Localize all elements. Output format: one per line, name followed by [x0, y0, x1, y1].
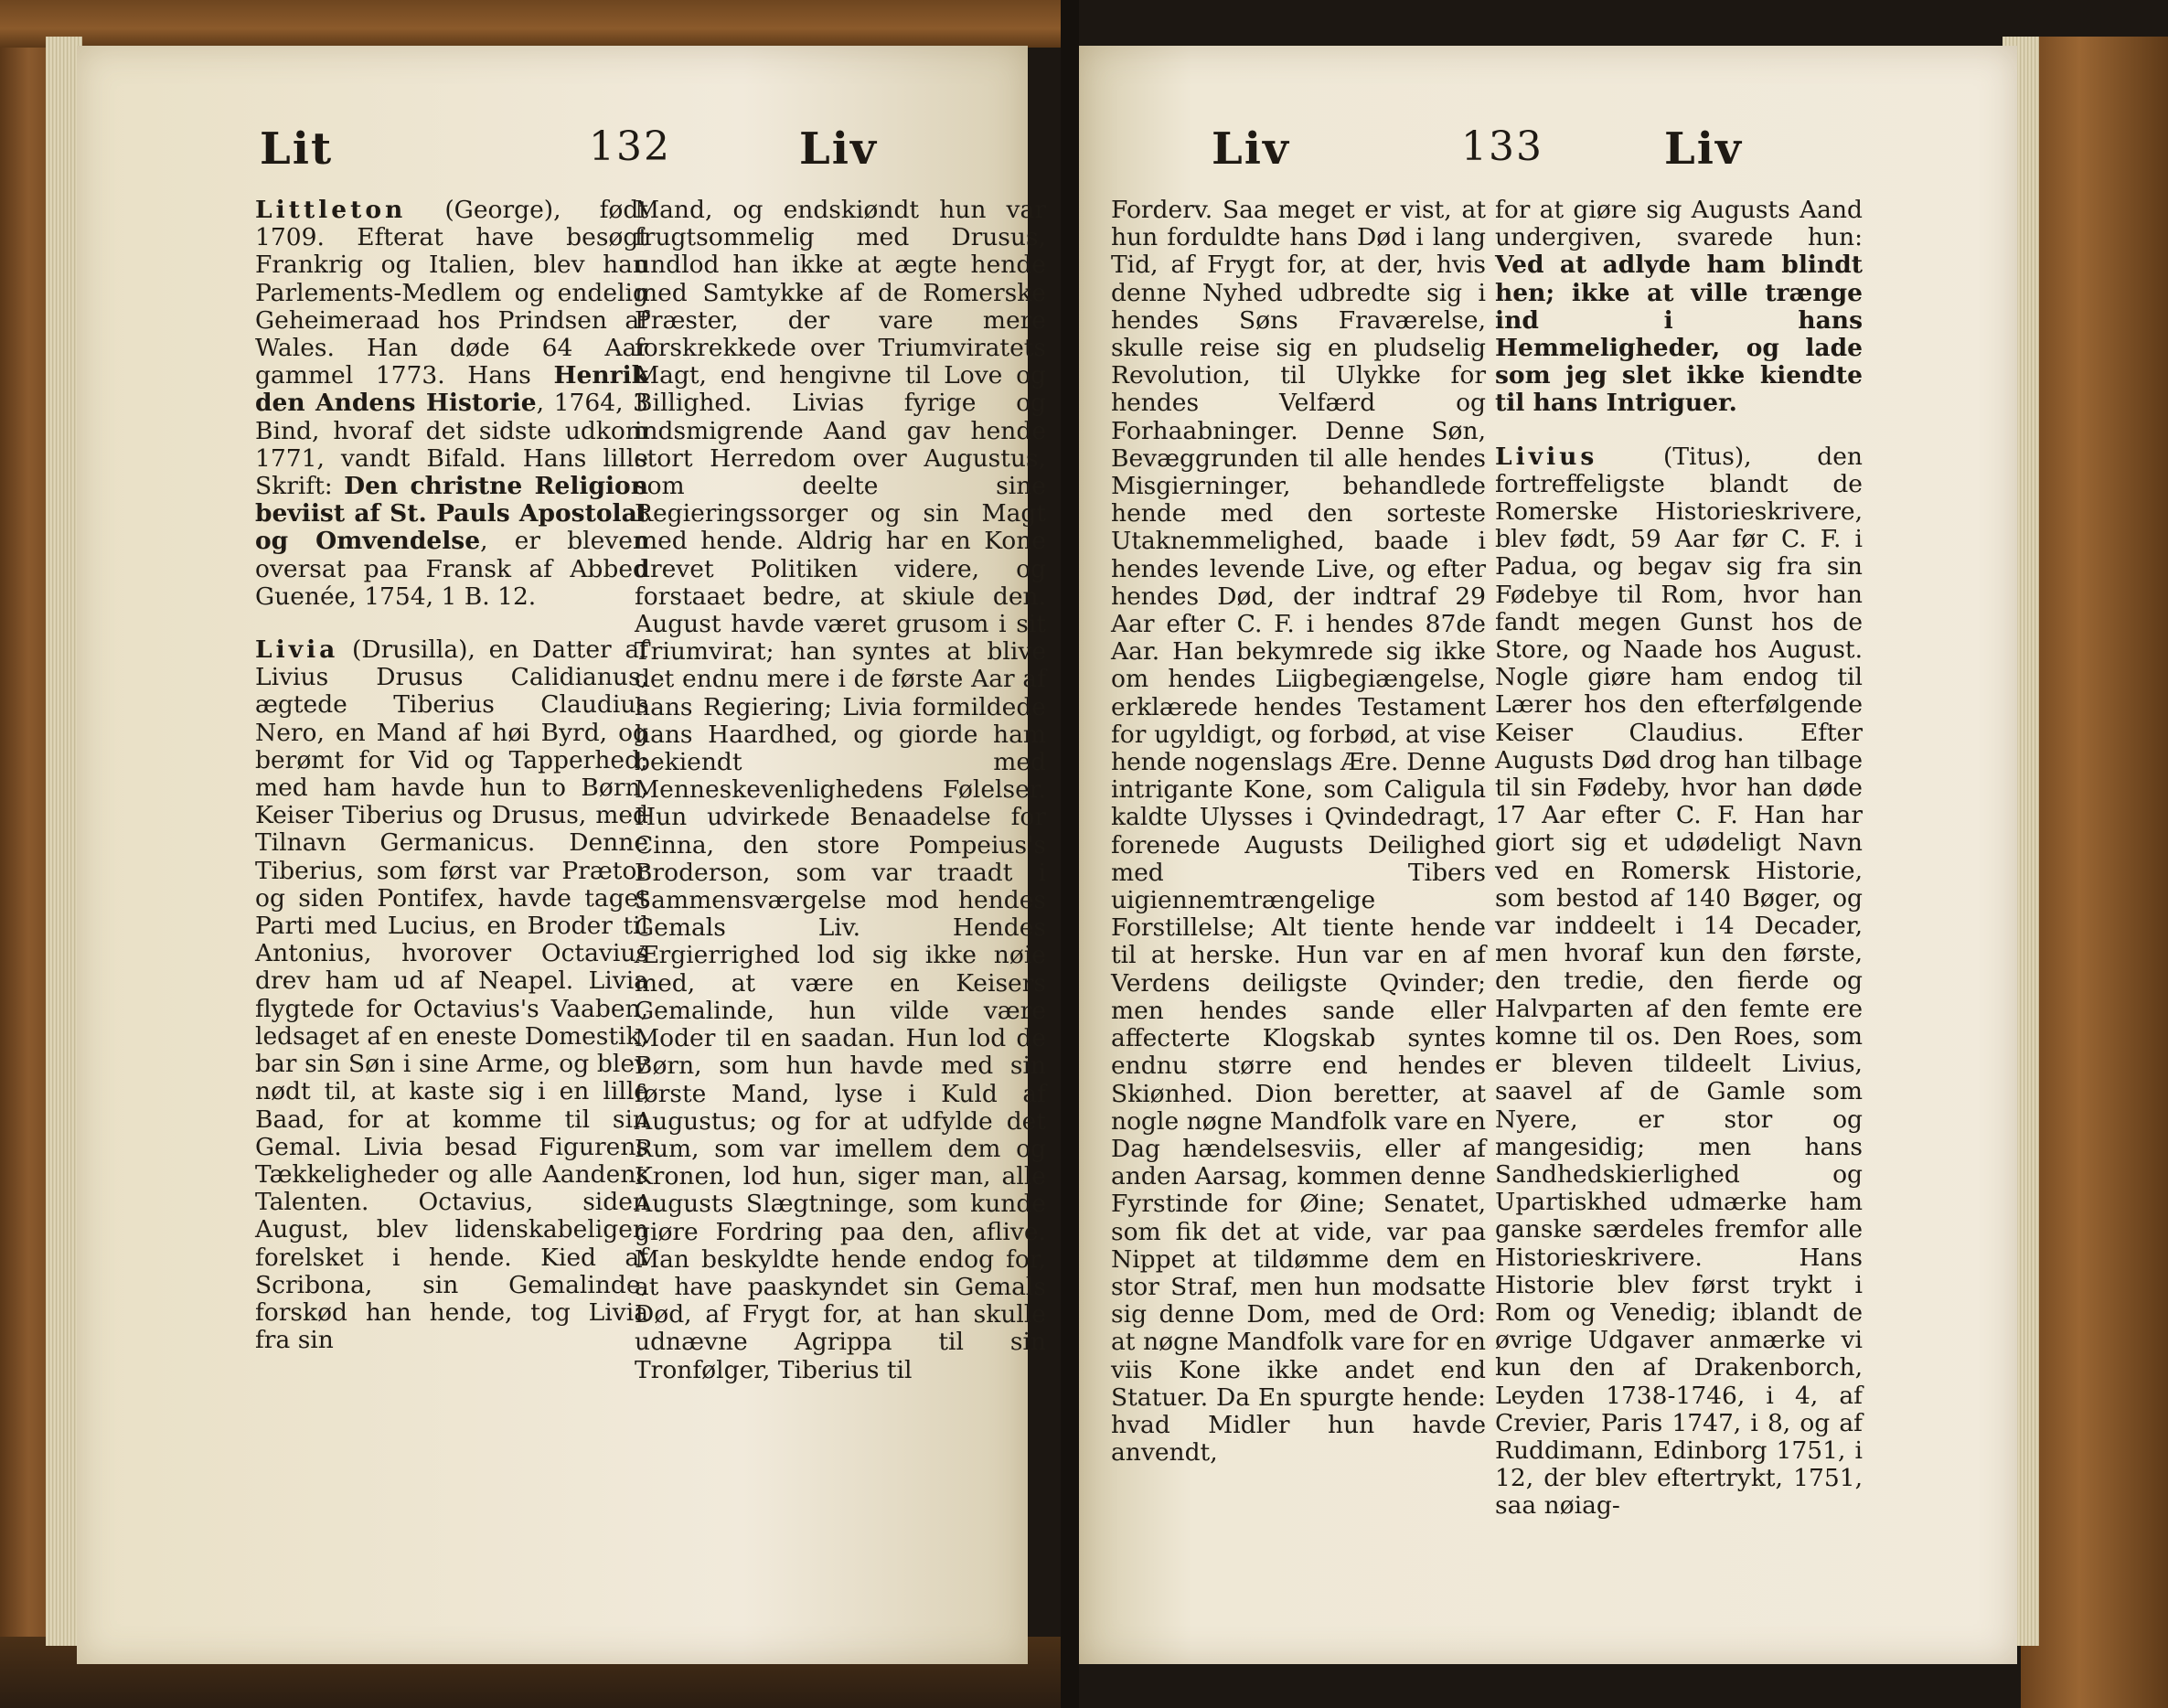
- left-page: [77, 46, 1046, 1664]
- entry-headword: Littleton: [255, 196, 407, 224]
- right-running-head-left: Liv: [1212, 123, 1290, 175]
- entry-text: (Titus), den fortreffeligste blandt de Romerske Historieskrivere, blev født, 59 Aar før C. F. i Padua, og begav sig fra sin Fødebye til Rom, hvor han fandt megen Gunst hos de Store, og Naade hos August. Nogle giøre ham endog til Lærer hos den efterfølgende Keiser Claudius. Efter Augusts Død drog han tilbage til sin Fødeby, hvor han døde 17 Aar efter C. F. Han har giort sig et udødeligt Navn ved en Romersk Historie, som bestod af 140 Bøger, og var inddeelt i 14 Decader, men hvoraf kun den første, den tredie, den fierde og Halvparten af den femte ere komne til os. Den Roes, som er bleven tildeelt Livius, saavel af de Gamle som Nyere, er stor og mangesidig; men hans Sandhedskierlighed og Upartiskhed udmærke ham ganske særdeles fremfor alle Historieskrivere. Hans Historie blev først trykt i Rom og Venedig; iblandt de øvrige Udgaver anmærke vi kun den af Drakenborch, Leyden 1738-1746, i 4, af Crevier, Paris 1747, i 8, og af Ruddimann, Edinborg 1751, i 12, der blev eftertrykt, 1751, saa nøiag-: [1495, 442, 1863, 1521]
- right-page-column-2: [1495, 197, 1863, 1546]
- entry-text: (George), født 1709. Efterat have besøgt Frankrig og Italien, blev han Parlements-Medlem og endelig Geheimeraad hos Prindsen af Wales. Han døde 64 Aar gammel 1773. Hans: [255, 196, 648, 390]
- entry-headword: Livia: [255, 635, 339, 665]
- left-page-column-1: [255, 197, 648, 1380]
- spread-divider: [1061, 0, 1079, 1708]
- quoted-answer: Ved at adlyde ham blindt hen; ikke at ville trænge ind i hans Hemmeligheder, og lade som jeg slet ikke kiendte til hans Intriguer.: [1495, 251, 1863, 418]
- left-page-number: 132: [589, 123, 671, 170]
- entry-text: (Drusilla), en Datter af Livius Drusus Calidianus, ægtede Tiberius Claudius Nero, en Mand af høi Byrd, og berømt for Vid og Tapperhed; med ham havde hun to Børn, Keiser Tiberius og Drusus, med Tilnavn Germanicus. Denne Tiberius, som først var Prætor og siden Pontifex, havde taget Parti med Lucius, en Broder til Antonius, hvorover Octavius drev ham ud af Neapel. Livia flygtede for Octavius's Vaaben, ledsaget af en eneste Domestik, bar sin Søn i sine Arme, og blev nødt til, at kaste sig i en lille Baad, for at komme til sin Gemal. Livia besad Figurens Tækkeligheder og alle Aandens Talenten. Octavius, siden August, blev lidenskabeligen forelsket i hende. Kied af Scribona, sin Gemalinde, forskød han hende, tog Livia fra sin: [255, 635, 648, 1355]
- work-title: Henrik den Andens Historie: [255, 361, 648, 418]
- left-running-head-right: Liv: [799, 123, 878, 175]
- entry-text: , er bleven oversat paa Fransk af Abbed Guenée, 1754, 1 B. 12.: [255, 527, 648, 611]
- right-running-head: Liv: [1664, 123, 1743, 175]
- entry-headword: Livius: [1495, 442, 1598, 471]
- livia-continued-2: Forderv. Saa meget er vist, at hun forduldte hans Død i lang Tid, af Frygt for, at der, hvis denne Nyhed udbredte sig i hendes Søns Fraværelse, skulle reise sig en pludselig Revolution, til Ulykke for hendes Velfærd og Forhaabninger. Denne Søn, Bevæggrunden til alle hendes Misgierninger, behandlede hende med den sorteste Utaknemmelighed, baade i hendes levende Live, og efter hendes Død, der indtraf 29 Aar efter C. F. i hendes 87de Aar. Han bekymrede sig ikke om hendes Liigbegiængelse, erklærede hendes Testament for ugyldigt, og forbød, at vise hende nogenslags Ære. Denne intrigante Kone, som Caligula kaldte Ulysses i Qvindedragt, forenede Augusts Deilighed med Tibers uigiennemtrængelige Forstillelse; Alt tiente hende til at herske. Hun var en af Verdens deiligste Qvinder; men hendes sande eller affecterte Klogskab syntes endnu større end hendes Skiønhed. Dion beretter, at nogle nøgne Mandfolk vare en Dag hændelsesviis, eller af anden Aarsag, kommen denne Fyrstinde for Øine; Senatet, som fik det at vide, var paa Nippet at tildømme dem en stor Straf, men hun modsatte sig denne Dom, med de Ord: at nøgne Mandfolk vare for en viis Kone ikke andet end Statuer. Da En spurgte hende: hvad Midler hun havde anvendt,: [1111, 196, 1486, 1468]
- entry-text: for at giøre sig Augusts Aand undergiven, svarede hun:: [1495, 196, 1863, 252]
- left-page-column-2: [635, 197, 1046, 1410]
- livia-quote: [1495, 197, 1863, 418]
- entry-text: , 1764, 3 Bind, hvoraf det sidste udkom 1771, vandt Bifald. Hans lille Skrift:: [255, 389, 648, 501]
- right-page: [1079, 46, 2017, 1664]
- left-page-header: [77, 123, 1028, 206]
- book-binding-right: [2021, 37, 2168, 1708]
- work-title: Den christne Religion beviist af St. Pauls Apostolat og Omvendelse: [255, 472, 648, 556]
- entry-livius: [1495, 443, 1863, 1521]
- right-page-column-1: [1111, 197, 1486, 1492]
- left-running-head: Lit: [260, 123, 334, 175]
- right-page-number: 133: [1461, 123, 1543, 170]
- livia-continued: Mand, og endskiøndt hun var frugtsommelig med Drusus, undlod han ikke at ægte hende med Samtykke af de Romerske Præster, der vare mere forskrekkede over Triumviratets Magt, end hengivne til Love og Billighed. Livias fyrige og indsmigrende Aand gav hende stort Herredom over Augustus, som deelte sine Regieringssorger og sin Magt med hende. Aldrig har en Kone drevet Politiken videre, og forstaaet bedre, at skiule den. August havde været grusom i sit Triumvirat; han syntes at blive det endnu mere i de første Aar af hans Regiering; Livia formildede hans Haardhed, og giorde ham bekiendt med Menneskevenlighedens Følelser. Hun udvirkede Benaadelse for Cinna, den store Pompeius's Broderson, som var traadt i Sammensværgelse mod hendes Gemals Liv. Hendes Ærgierrighed lod sig ikke nøie med, at være en Keisers Gemalinde, hun vilde være Moder til en saadan. Hun lod de Børn, som hun havde med sin første Mand, lyse i Kuld af Augustus; og for at udfylde det Rum, som var imellem dem og Kronen, lod hun, siger man, alle Augusts Slægtninge, som kunde giøre Fordring paa den, aflive. Man beskyldte hende endog for, at have paaskyndet sin Gemals Død, af Frygt for, at han skulle udnævne Agrippa til sin Tronfølger, Tiberius til: [635, 196, 1046, 1384]
- entry-livia: [255, 636, 648, 1354]
- entry-littleton: [255, 197, 648, 611]
- book-binding-top: [0, 0, 1061, 48]
- right-page-header: [1079, 123, 2017, 206]
